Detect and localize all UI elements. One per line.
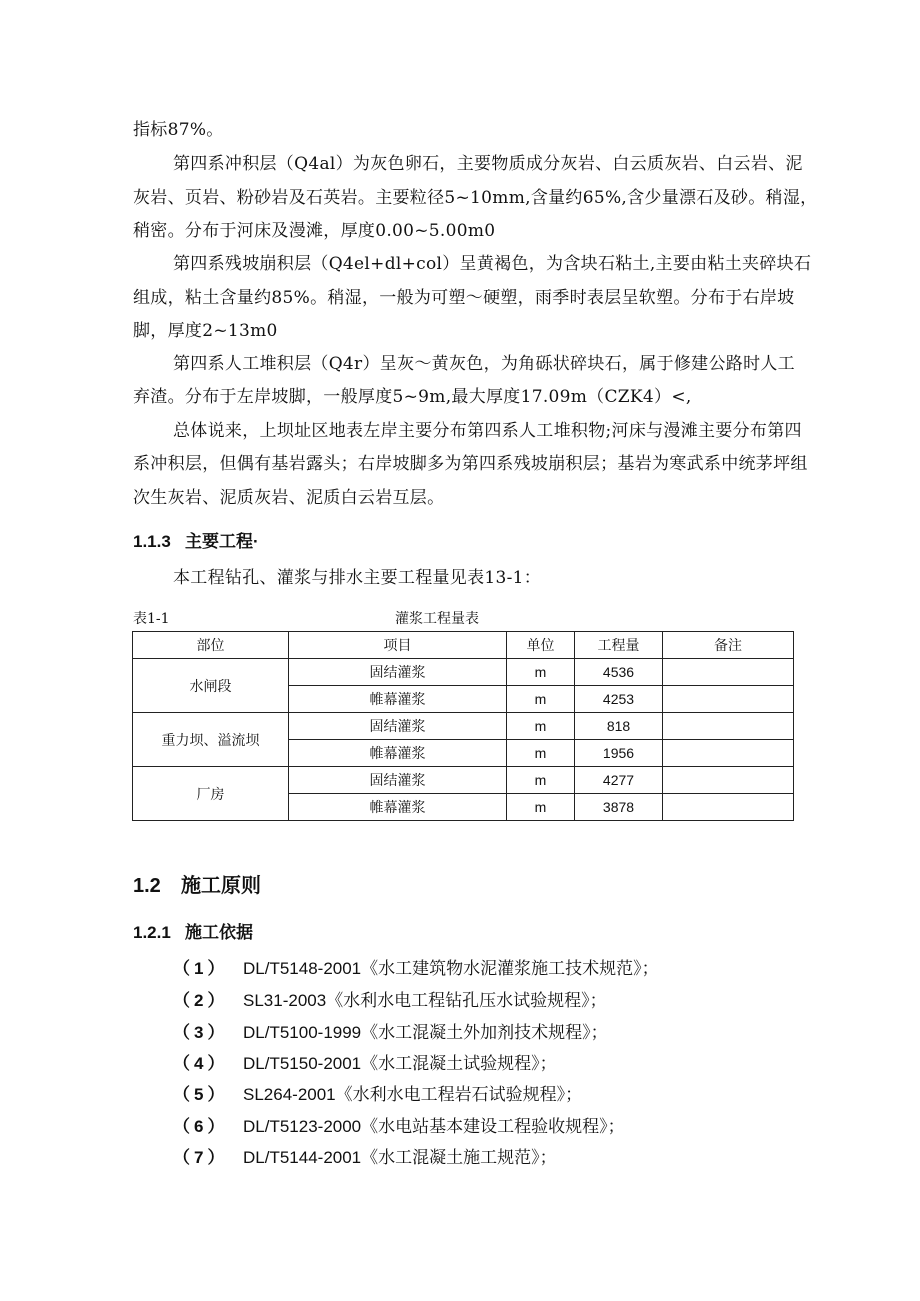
paragraph-line: 灰岩、页岩、粉砂岩及石英岩。主要粒径5~10mm,含量约65%,含少量漂石及砂。稍湿， [133, 188, 818, 208]
section-heading-1-2-1 [133, 918, 253, 943]
reference-item [173, 1143, 557, 1168]
reference-item [173, 986, 607, 1011]
quantity-cell: 1956 [575, 740, 663, 767]
section-title: 主要工程· [185, 532, 259, 551]
header-part: 部位 [133, 632, 289, 659]
section-heading-1-2 [133, 869, 261, 898]
paragraph-line: 稍密。分布于河床及漫滩，厚度0.00~5.00m0 [133, 221, 496, 241]
reference-index: （5） [173, 1085, 229, 1104]
reference-code: DL/T5150-2001 [243, 1054, 362, 1073]
reference-code: DL/T5144-2001 [243, 1148, 362, 1167]
header-item: 项目 [289, 632, 507, 659]
table-row [133, 767, 794, 794]
reference-item [173, 1080, 582, 1105]
paragraph-line: 第四系人工堆积层（Q4r）呈灰～黄灰色，为角砾状碎块石，属于修建公路时人工 [173, 354, 795, 374]
section-number: 1.2 [133, 875, 161, 897]
unit-cell: m [507, 659, 575, 686]
item-cell: 帷幕灌浆 [289, 686, 507, 713]
section-number: 1.2.1 [133, 923, 171, 942]
note-cell [663, 713, 794, 740]
section-heading-1-1-3 [133, 527, 259, 552]
grouting-quantity-table [132, 631, 794, 821]
reference-item [173, 1112, 625, 1137]
part-cell: 厂房 [133, 767, 289, 821]
reference-code: SL264-2001 [243, 1085, 336, 1104]
quantity-cell: 4277 [575, 767, 663, 794]
paragraph-line: 组成，粘土含量约85%。稍湿，一般为可塑～硬塑，雨季时表层呈软塑。分布于右岸坡 [133, 288, 795, 308]
note-cell [663, 686, 794, 713]
unit-cell: m [507, 767, 575, 794]
reference-code: DL/T5123-2000 [243, 1117, 362, 1136]
table-header-row [133, 632, 794, 659]
paragraph-line: 总体说来，上坝址区地表左岸主要分布第四系人工堆积物;河床与漫滩主要分布第四 [173, 421, 802, 441]
reference-index: （2） [173, 991, 229, 1010]
note-cell [663, 794, 794, 821]
quantity-cell: 3878 [575, 794, 663, 821]
part-cell: 重力坝、溢流坝 [133, 713, 289, 767]
reference-item [173, 954, 659, 979]
header-unit: 单位 [507, 632, 575, 659]
note-cell [663, 767, 794, 794]
quantity-cell: 4253 [575, 686, 663, 713]
section-title: 施工依据 [185, 923, 253, 942]
unit-cell: m [507, 713, 575, 740]
table-intro: 本工程钻孔、灌浆与排水主要工程量见表13-1： [173, 568, 542, 588]
header-quantity: 工程量 [575, 632, 663, 659]
reference-title: 《水工混凝土试验规程》； [361, 1054, 557, 1074]
reference-title: 《水利水电工程岩石试验规程》； [335, 1085, 583, 1105]
section-number: 1.1.3 [133, 532, 171, 551]
table-row [133, 659, 794, 686]
item-cell: 固结灌浆 [289, 767, 507, 794]
quantity-cell: 818 [575, 713, 663, 740]
reference-index: （7） [173, 1148, 229, 1167]
paragraph-line: 系冲积层，但偶有基岩露头；右岸坡脚多为第四系残坡崩积层；基岩为寒武系中统茅坪组 [133, 454, 808, 474]
reference-title: 《水工建筑物水泥灌浆施工技术规范》； [361, 959, 659, 979]
paragraph-line: 弃渣。分布于左岸坡脚，一般厚度5~9m,最大厚度17.09m（CZK4）<, [133, 387, 692, 407]
table-row [133, 713, 794, 740]
note-cell [663, 740, 794, 767]
unit-cell: m [507, 794, 575, 821]
header-note: 备注 [663, 632, 794, 659]
reference-item [173, 1018, 608, 1043]
item-cell: 帷幕灌浆 [289, 740, 507, 767]
table-title: 灌浆工程量表 [395, 611, 479, 627]
reference-title: 《水电站基本建设工程验收规程》； [361, 1117, 625, 1137]
item-cell: 固结灌浆 [289, 713, 507, 740]
paragraph-line: 次生灰岩、泥质灰岩、泥质白云岩互层。 [133, 488, 445, 508]
paragraph-line: 指标87%。 [133, 120, 224, 140]
item-cell: 固结灌浆 [289, 659, 507, 686]
reference-index: （6） [173, 1117, 229, 1136]
reference-code: DL/T5148-2001 [243, 959, 362, 978]
quantity-cell: 4536 [575, 659, 663, 686]
reference-title: 《水利水电工程钻孔压水试验规程》； [326, 991, 607, 1011]
reference-title: 《水工混凝土外加剂技术规程》； [361, 1023, 608, 1043]
section-title: 施工原则 [181, 875, 261, 897]
unit-cell: m [507, 740, 575, 767]
reference-title: 《水工混凝土施工规范》； [361, 1148, 557, 1168]
paragraph-line: 第四系冲积层（Q4al）为灰色卵石，主要物质成分灰岩、白云质灰岩、白云岩、泥 [173, 154, 803, 174]
reference-code: SL31-2003 [243, 991, 327, 1010]
paragraph-line: 脚，厚度2~13m0 [133, 321, 278, 341]
reference-index: （3） [173, 1023, 229, 1042]
reference-index: （1） [173, 959, 229, 978]
reference-item [173, 1049, 557, 1074]
unit-cell: m [507, 686, 575, 713]
reference-code: DL/T5100-1999 [243, 1023, 362, 1042]
reference-index: （4） [173, 1054, 229, 1073]
note-cell [663, 659, 794, 686]
part-cell: 水闸段 [133, 659, 289, 713]
item-cell: 帷幕灌浆 [289, 794, 507, 821]
paragraph-line: 第四系残坡崩积层（Q4el+dl+col）呈黄褐色，为含块石粘土,主要由粘土夹碎块石 [173, 254, 812, 274]
table-label: 表1-1 [133, 611, 170, 627]
